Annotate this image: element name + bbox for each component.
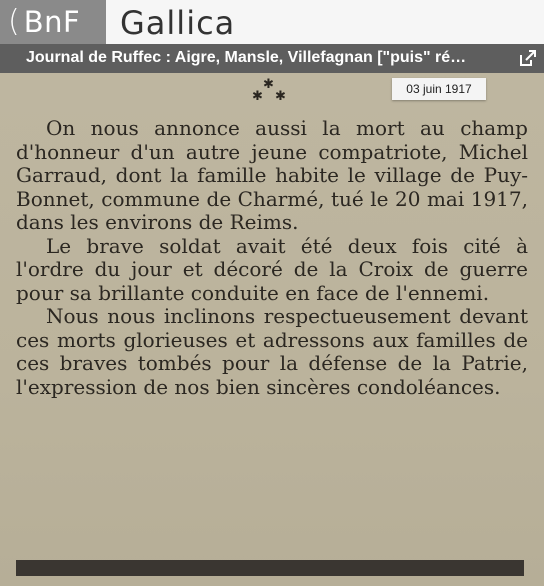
article-text [16, 117, 528, 399]
issue-date-badge: 03 juin 1917 [392, 78, 486, 100]
bnf-logo-bracket: ( [8, 4, 20, 39]
column-rule [16, 560, 524, 576]
document-title-bar [0, 44, 544, 73]
article-paragraph: Nous nous inclinons respectueusement devant ces morts glorieuses et adressons aux familles de ces braves tombés pour la défense de la Patrie, l'expression de nos bien sincères condoléances. [16, 304, 528, 399]
article-paragraph: On nous annonce aussi la mort au champ d'honneur d'un autre jeune compatriote, Michel Garraud, dont la famille habite le village de Puy-Bonnet, commune de Charmé, tué le 20 mai 1917, dans les environs de Reims. [16, 116, 528, 234]
ornament-asterism: ✱ ✱ ✱ [252, 77, 286, 104]
bnf-logo-text: BnF [23, 5, 81, 39]
top-header [0, 0, 544, 44]
site-name[interactable]: Gallica [120, 4, 236, 42]
bnf-logo[interactable] [0, 0, 106, 44]
external-link-icon[interactable] [518, 48, 538, 68]
article-paragraph: Le brave soldat avait été deux fois cité à l'ordre du jour et décoré de la Croix de guerre pour sa brillante conduite en face de l'ennemi. [16, 233, 528, 305]
document-title[interactable]: Journal de Ruffec : Aigre, Mansle, Villefagnan ["puis" ré… [26, 49, 467, 66]
